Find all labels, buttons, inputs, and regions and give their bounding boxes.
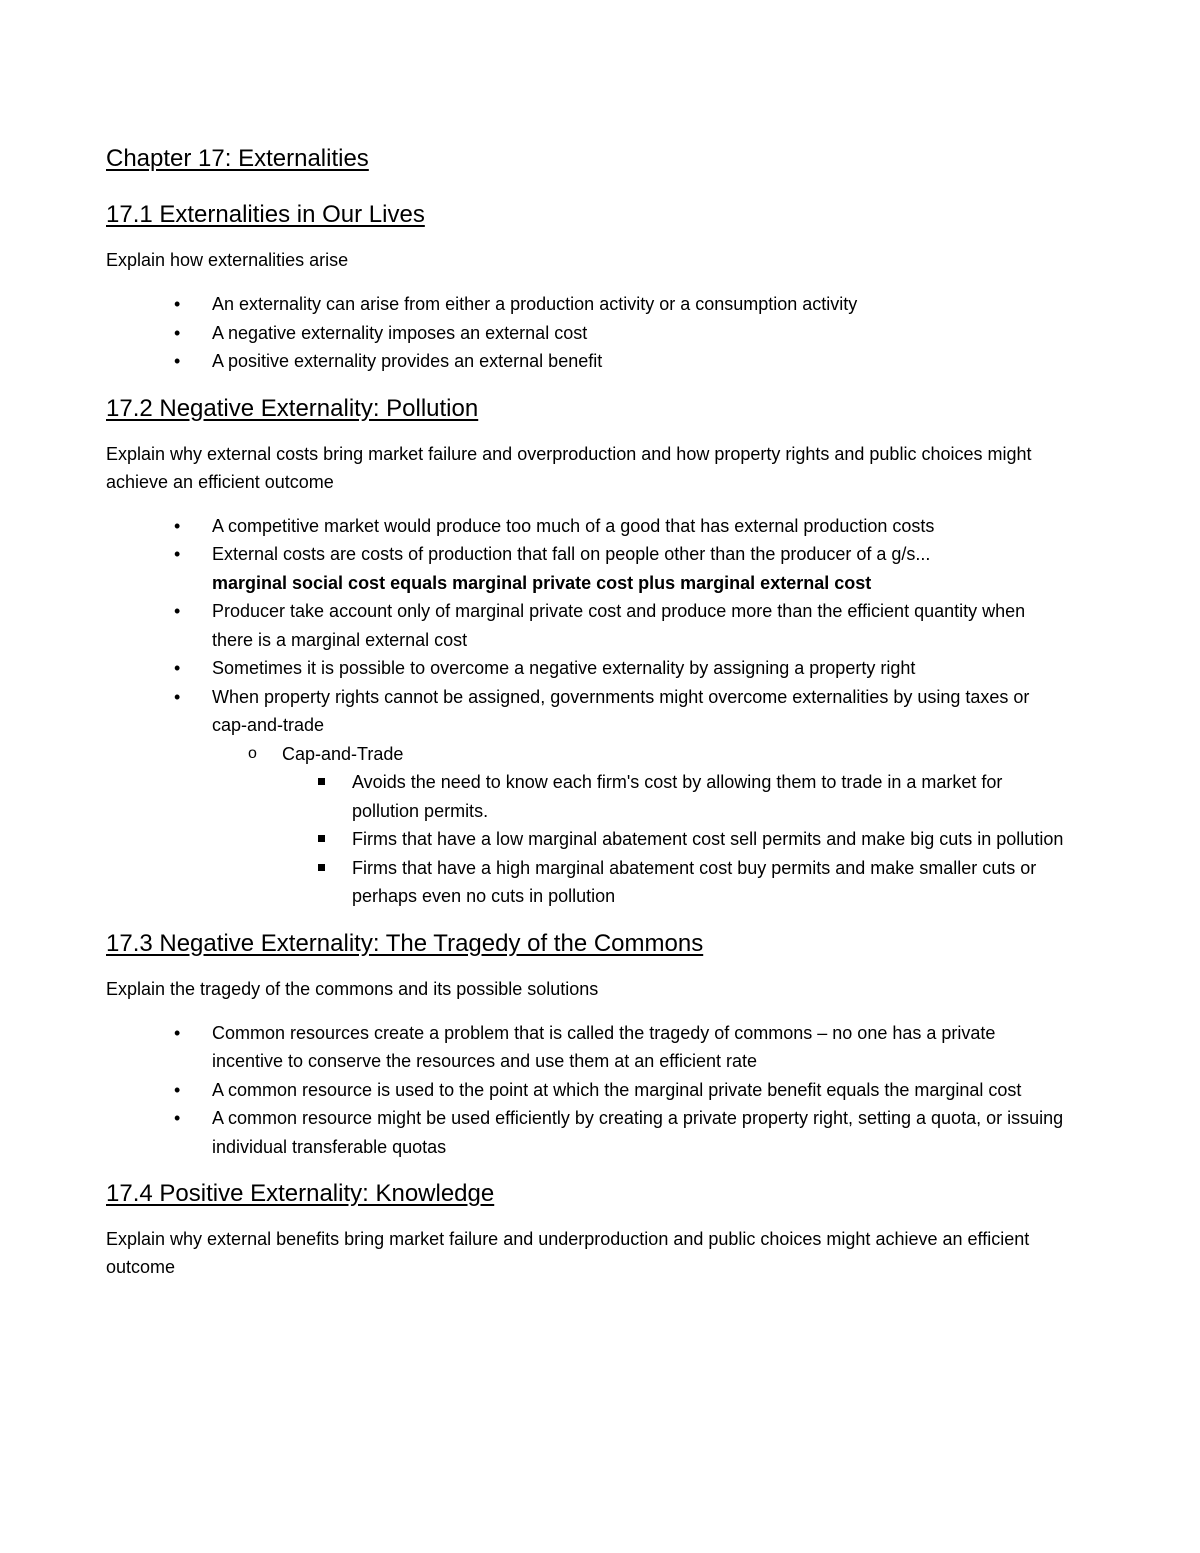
section-17-2 <box>106 392 1066 911</box>
bullet-icon: • <box>174 1108 181 1128</box>
list-item: • A negative externality imposes an external cost <box>106 319 1066 348</box>
sub-sub-list <box>282 768 1066 911</box>
section-title: 17.1 Externalities in Our Lives <box>106 201 425 228</box>
list-item: • Producer take account only of marginal private cost and produce more than the efficient quantity when there is a marginal external cost <box>106 597 1066 654</box>
sub-list-item: o Cap-and-Trade Avoids the need to know each firm's cost by allowing them to trade in a market for pollution permits. Firms that have a low marginal abatement cost sell permits and make big cuts in pollution Firms that have a high marginal abatement cost buy permits and make smaller cuts or perhaps even no cuts in pollution <box>212 740 1066 911</box>
list-item: • Sometimes it is possible to overcome a negative externality by assigning a property right <box>106 654 1066 683</box>
list-item: • An externality can arise from either a production activity or a consumption activity <box>106 290 1066 319</box>
bullet-icon: • <box>174 658 181 678</box>
list-item: • A common resource might be used efficiently by creating a private property right, setting a quota, or issuing individual transferable quotas <box>106 1104 1066 1161</box>
bullet-icon: • <box>174 351 181 371</box>
bullet-icon: • <box>174 601 181 621</box>
bullet-list <box>106 512 1066 911</box>
bullet-icon: • <box>174 322 181 343</box>
chapter-title: Chapter 17: Externalities <box>106 145 369 172</box>
section-intro: Explain how externalities arise <box>106 250 349 270</box>
section-intro: Explain why external benefits bring market failure and underproduction and public choices might achieve an efficient outcome <box>106 1229 1030 1277</box>
bullet-icon: • <box>174 544 181 564</box>
bullet-icon: • <box>174 515 181 536</box>
bullet-list <box>106 1019 1066 1162</box>
list-item: • When property rights cannot be assigned, governments might overcome externalities by using taxes or cap-and-trade o Cap-and-Trade Avoids the need to know each firm's cost by allowing them to trade in a market for pollution permits. Firms that have a low marginal abatement cost sell permits and make big cuts in pollution Firms that have a high marginal abatement cost buy permits and make smaller cuts or perhaps even no cuts in pollution <box>106 683 1066 911</box>
bullet-icon: • <box>174 1079 181 1100</box>
section-17-3 <box>106 927 1066 1162</box>
section-17-4 <box>106 1177 1066 1281</box>
circle-bullet-icon: o <box>248 744 257 762</box>
list-item: • A common resource is used to the point at which the marginal private benefit equals the marginal cost <box>106 1076 1066 1105</box>
section-intro: Explain why external costs bring market failure and overproduction and how property rights and public choices might achieve an efficient outcome <box>106 443 1032 492</box>
section-title: 17.2 Negative Externality: Pollution <box>106 394 479 422</box>
sub-sub-list-item: Firms that have a low marginal abatement cost sell permits and make big cuts in pollution <box>282 825 1066 854</box>
list-item: • A positive externality provides an external benefit <box>106 347 1066 376</box>
bullet-icon: • <box>174 686 181 707</box>
square-bullet-icon <box>318 835 325 842</box>
bold-definition: marginal social cost equals marginal private cost plus marginal external cost <box>212 572 872 593</box>
square-bullet-icon <box>318 864 325 871</box>
section-17-1 <box>106 198 1066 376</box>
section-intro: Explain the tragedy of the commons and its possible solutions <box>106 978 599 999</box>
list-item: • A competitive market would produce too much of a good that has external production costs <box>106 512 1066 541</box>
sub-list <box>212 740 1066 911</box>
sub-sub-list-item: Avoids the need to know each firm's cost by allowing them to trade in a market for pollution permits. <box>282 768 1066 825</box>
section-title: 17.4 Positive Externality: Knowledge <box>106 1180 495 1207</box>
sub-sub-list-item: Firms that have a high marginal abatement cost buy permits and make smaller cuts or perhaps even no cuts in pollution <box>282 854 1066 911</box>
document-page <box>106 140 1066 1297</box>
bullet-icon: • <box>174 1022 181 1043</box>
section-title: 17.3 Negative Externality: The Tragedy of the Commons <box>106 929 704 957</box>
list-item: • External costs are costs of production that fall on people other than the producer of a g/s... marginal social cost equals marginal private cost plus marginal external cost <box>106 540 1066 597</box>
bullet-icon: • <box>174 294 181 314</box>
square-bullet-icon <box>318 778 325 785</box>
bullet-list <box>106 290 1066 376</box>
list-item: • Common resources create a problem that is called the tragedy of commons – no one has a private incentive to conserve the resources and use them at an efficient rate <box>106 1019 1066 1076</box>
